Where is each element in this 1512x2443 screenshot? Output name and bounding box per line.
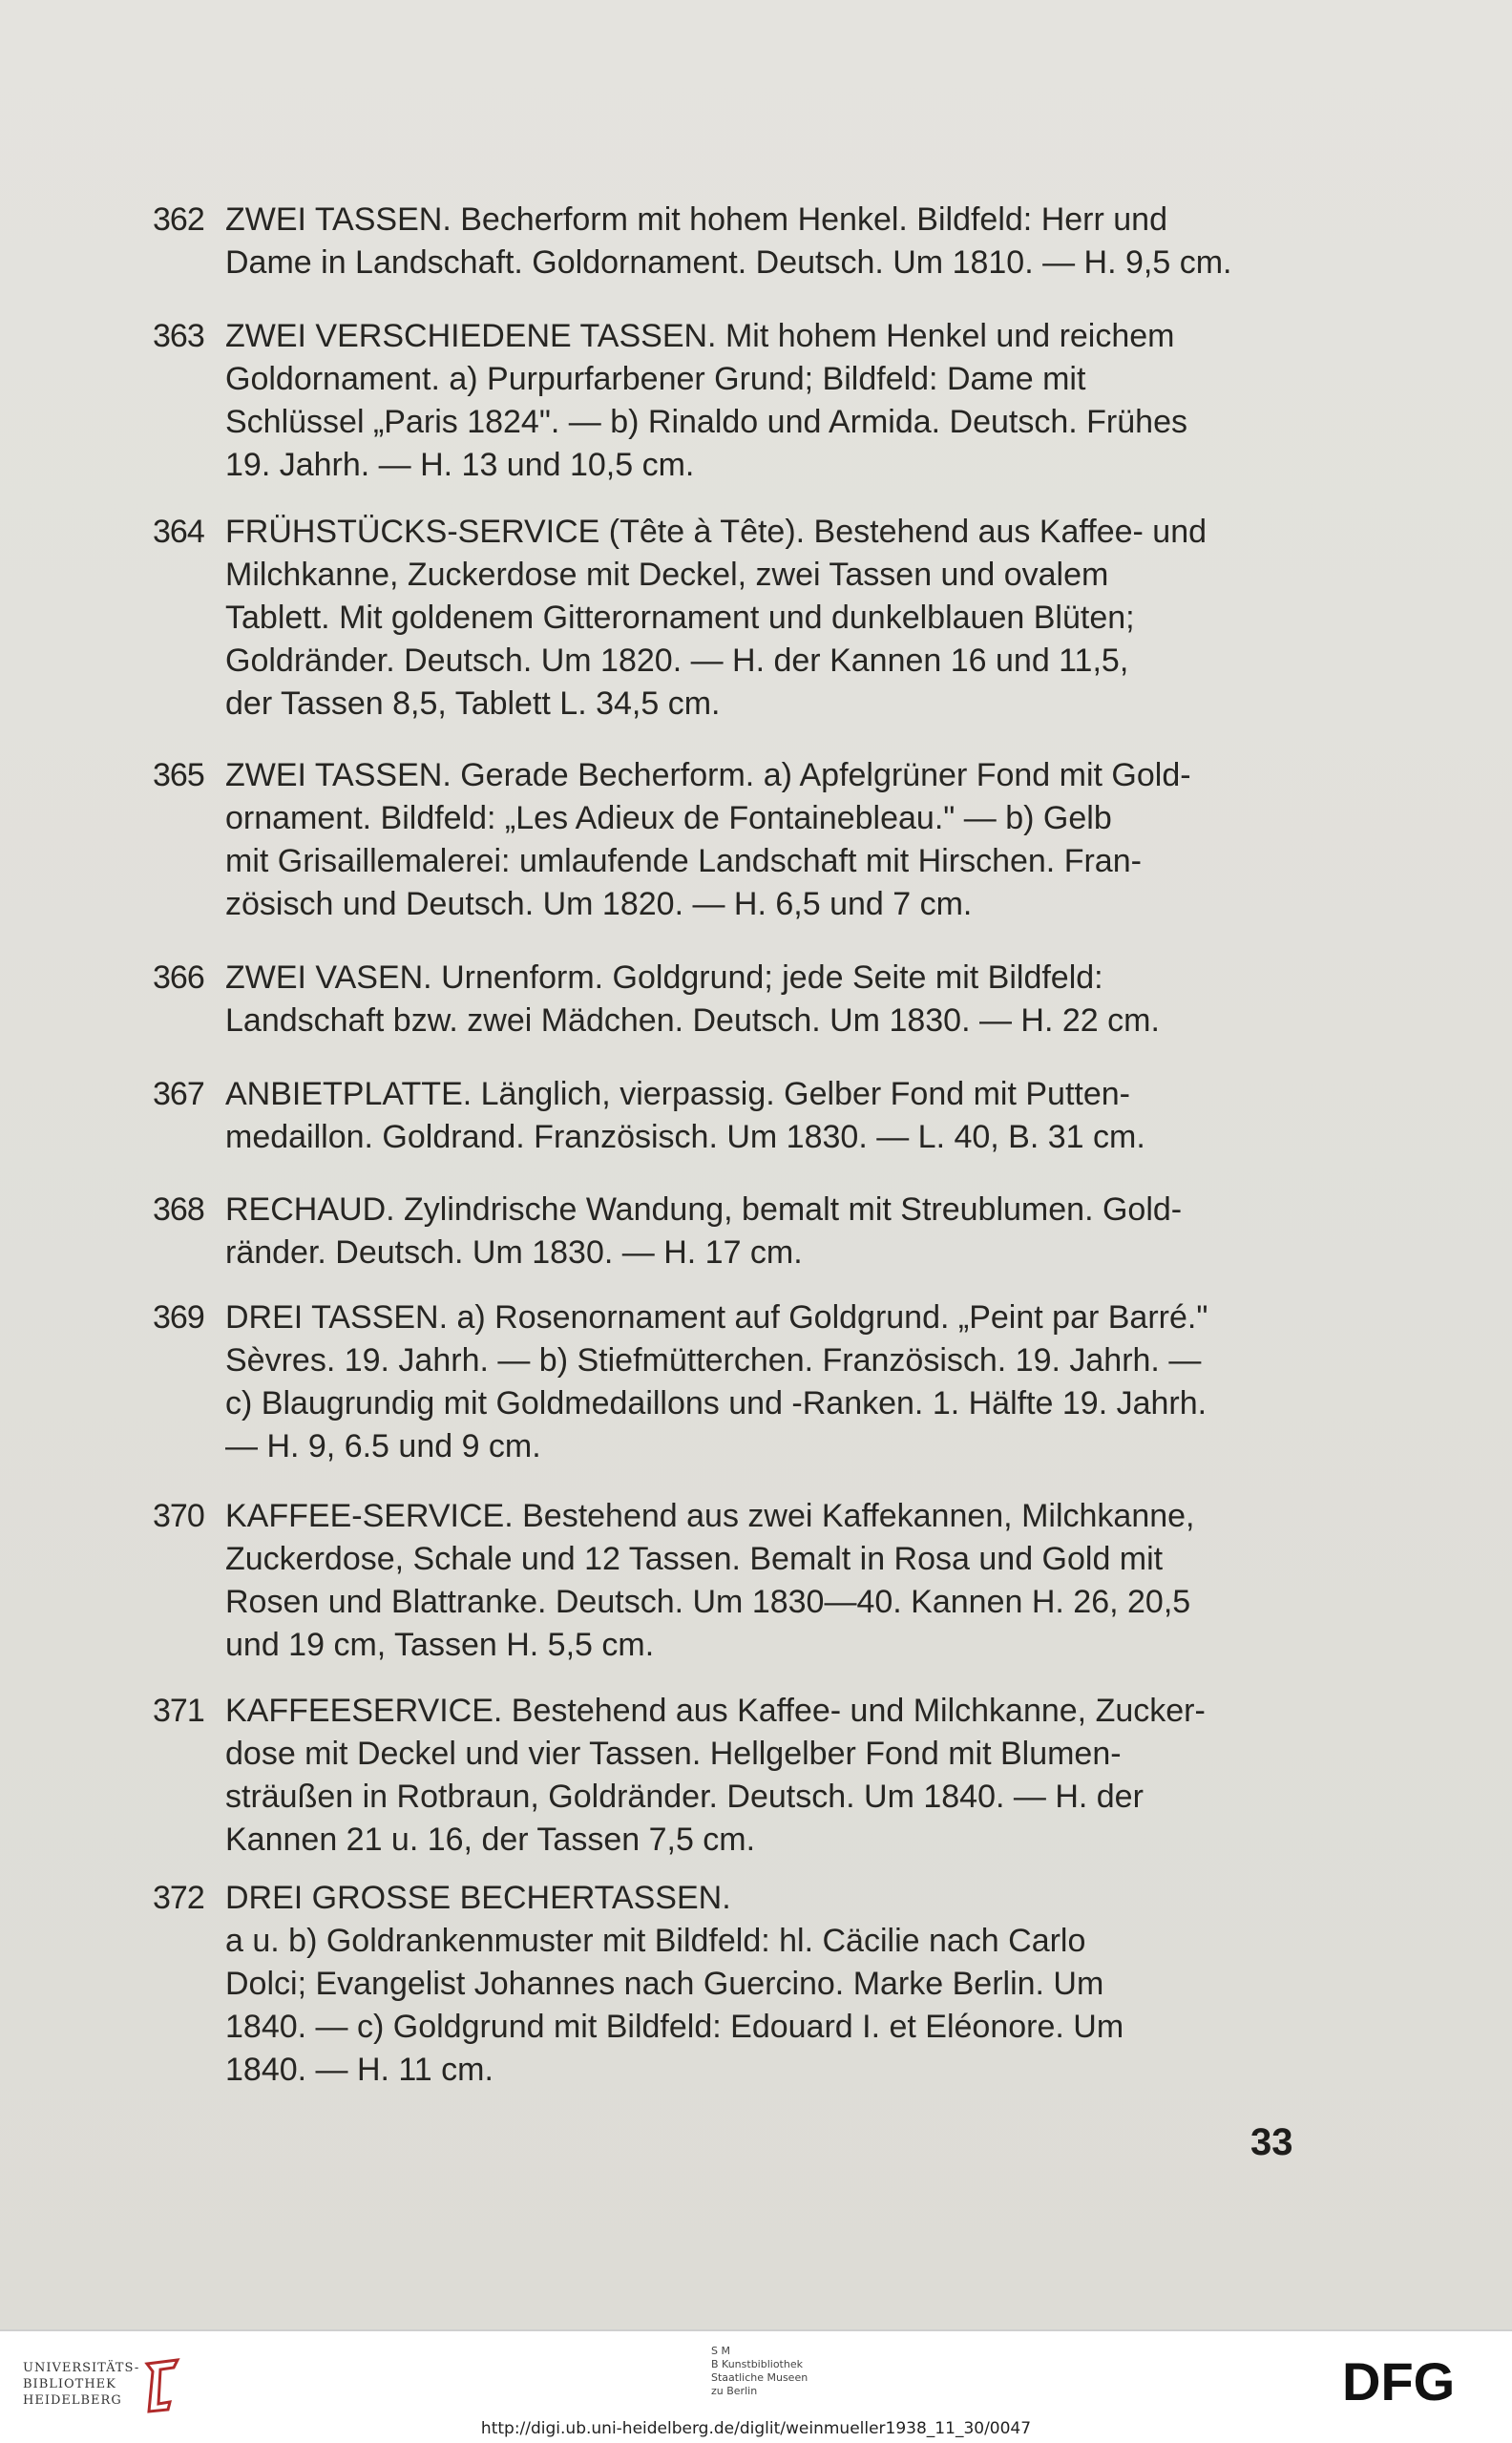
entry-text [225, 1189, 1310, 1274]
entry-number: 363 [153, 318, 204, 354]
catalog-entry [153, 1495, 1310, 1667]
catalog-entry [153, 1877, 1310, 2092]
catalog-entry [153, 754, 1310, 926]
page-number: 33 [1250, 2121, 1293, 2163]
catalog-entry [153, 1189, 1310, 1274]
entry-line: ZWEI VASEN. Urnenform. Goldgrund; jede Seite mit Bildfeld: [225, 959, 1103, 996]
entry-line: KAFFEE-SERVICE. Bestehend aus zwei Kaffekannen, Milchkanne, [225, 1498, 1195, 1534]
entry-line: ZWEI TASSEN. Gerade Becherform. a) Apfelgrüner Fond mit Gold- [225, 757, 1191, 793]
museum-line: S M [711, 2345, 730, 2357]
catalog-entry [153, 957, 1310, 1042]
entry-text [225, 199, 1310, 284]
catalog-entry [153, 315, 1310, 487]
entry-line: Dame in Landschaft. Goldornament. Deutsch. Um 1810. — H. 9,5 cm. [225, 244, 1232, 281]
entry-line: Goldornament. a) Purpurfarbener Grund; Bildfeld: Dame mit [225, 361, 1086, 397]
entry-line: dose mit Deckel und vier Tassen. Hellgelber Fond mit Blumen- [225, 1736, 1122, 1772]
entry-line: ANBIETPLATTE. Länglich, vierpassig. Gelber Fond mit Putten- [225, 1076, 1130, 1112]
entry-line: Dolci; Evangelist Johannes nach Guercino. Marke Berlin. Um [225, 1966, 1104, 2002]
catalog-entry [153, 199, 1310, 284]
entry-line: der Tassen 8,5, Tablett L. 34,5 cm. [225, 685, 721, 722]
entry-line: FRÜHSTÜCKS-SERVICE (Tête à Tête). Bestehend aus Kaffee- und [225, 514, 1208, 550]
dfg-logo-icon [1340, 2352, 1489, 2408]
entry-line: Tablett. Mit goldenem Gitterornament und dunkelblauen Blüten; [225, 600, 1135, 636]
museum-logo [711, 2345, 808, 2398]
university-logo-icon [141, 2356, 183, 2413]
museum-line: Staatliche Museen [711, 2371, 808, 2384]
catalog-entry [153, 511, 1310, 726]
university-line: HEIDELBERG [23, 2393, 122, 2408]
entry-line: 19. Jahrh. — H. 13 und 10,5 cm. [225, 447, 695, 483]
entry-number: 364 [153, 514, 204, 550]
entry-line: c) Blaugrundig mit Goldmedaillons und -Ranken. 1. Hälfte 19. Jahrh. [225, 1385, 1208, 1422]
museum-line: zu Berlin [711, 2385, 758, 2397]
entry-text [225, 754, 1310, 926]
source-url-link[interactable]: http://digi.ub.uni-heidelberg.de/diglit/weinmueller1938_11_30/0047 [480, 2419, 1032, 2438]
entry-text [225, 315, 1310, 487]
entry-number: 368 [153, 1191, 204, 1228]
entry-line: ornament. Bildfeld: „Les Adieux de Fontainebleau." — b) Gelb [225, 800, 1112, 836]
university-library-label [23, 2360, 139, 2409]
entry-line: Rosen und Blattranke. Deutsch. Um 1830—40. Kannen H. 26, 20,5 [225, 1584, 1191, 1620]
entry-number: 371 [153, 1693, 204, 1729]
entry-line: Zuckerdose, Schale und 12 Tassen. Bemalt in Rosa und Gold mit [225, 1541, 1164, 1577]
catalog-entry [153, 1296, 1310, 1468]
entry-line: Milchkanne, Zuckerdose mit Deckel, zwei Tassen und ovalem [225, 557, 1109, 593]
entry-line: sträußen in Rotbraun, Goldränder. Deutsch. Um 1840. — H. der [225, 1779, 1144, 1815]
footer-bar [0, 2329, 1512, 2443]
entry-number: 369 [153, 1299, 204, 1336]
entry-number: 365 [153, 757, 204, 793]
entry-line: Schlüssel „Paris 1824". — b) Rinaldo und Armida. Deutsch. Frühes [225, 404, 1187, 440]
entry-line: ZWEI TASSEN. Becherform mit hohem Henkel. Bildfeld: Herr und [225, 201, 1167, 238]
entry-text [225, 1877, 1310, 2092]
university-line: UNIVERSITÄTS- [23, 2361, 140, 2375]
entry-text [225, 1296, 1310, 1468]
entry-line: ZWEI VERSCHIEDENE TASSEN. Mit hohem Henkel und reichem [225, 318, 1175, 354]
entry-number: 370 [153, 1498, 204, 1534]
entry-line: und 19 cm, Tassen H. 5,5 cm. [225, 1627, 655, 1663]
entry-line: medaillon. Goldrand. Französisch. Um 1830. — L. 40, B. 31 cm. [225, 1119, 1145, 1155]
entry-text [225, 511, 1310, 726]
entry-line: — H. 9, 6.5 und 9 cm. [225, 1428, 541, 1464]
catalog-entry [153, 1690, 1310, 1862]
entry-line: ränder. Deutsch. Um 1830. — H. 17 cm. [225, 1234, 803, 1271]
entry-line: RECHAUD. Zylindrische Wandung, bemalt mit Streublumen. Gold- [225, 1191, 1183, 1228]
entry-line: mit Grisaillemalerei: umlaufende Landschaft mit Hirschen. Fran- [225, 843, 1142, 879]
entry-line: Kannen 21 u. 16, der Tassen 7,5 cm. [225, 1822, 756, 1858]
entry-text [225, 1690, 1310, 1862]
museum-line: B Kunstbibliothek [711, 2358, 803, 2370]
entry-number: 362 [153, 201, 204, 238]
entry-text [225, 957, 1310, 1042]
entry-number: 367 [153, 1076, 204, 1112]
entry-line: 1840. — H. 11 cm. [225, 2052, 494, 2088]
entry-line: 1840. — c) Goldgrund mit Bildfeld: Edouard I. et Eléonore. Um [225, 2009, 1124, 2045]
catalog-entry [153, 1073, 1310, 1159]
entry-line: Goldränder. Deutsch. Um 1820. — H. der Kannen 16 und 11,5, [225, 642, 1129, 679]
entry-line: Sèvres. 19. Jahrh. — b) Stiefmütterchen. Französisch. 19. Jahrh. — [225, 1342, 1202, 1379]
entry-line: DREI TASSEN. a) Rosenornament auf Goldgrund. „Peint par Barré." [225, 1299, 1208, 1336]
entry-text [225, 1073, 1310, 1159]
entry-line: KAFFEESERVICE. Bestehend aus Kaffee- und Milchkanne, Zucker- [225, 1693, 1206, 1729]
entry-number: 372 [153, 1880, 204, 1916]
entry-line: a u. b) Goldrankenmuster mit Bildfeld: hl. Cäcilie nach Carlo [225, 1923, 1086, 1959]
entry-line: DREI GROSSE BECHERTASSEN. [225, 1880, 731, 1916]
entry-line: Landschaft bzw. zwei Mädchen. Deutsch. Um 1830. — H. 22 cm. [225, 1002, 1160, 1039]
entry-text [225, 1495, 1310, 1667]
entry-number: 366 [153, 959, 204, 996]
dfg-logo-text: DFG [1342, 2352, 1456, 2408]
university-line: BIBLIOTHEK [23, 2377, 116, 2391]
entry-line: zösisch und Deutsch. Um 1820. — H. 6,5 und 7 cm. [225, 886, 973, 922]
